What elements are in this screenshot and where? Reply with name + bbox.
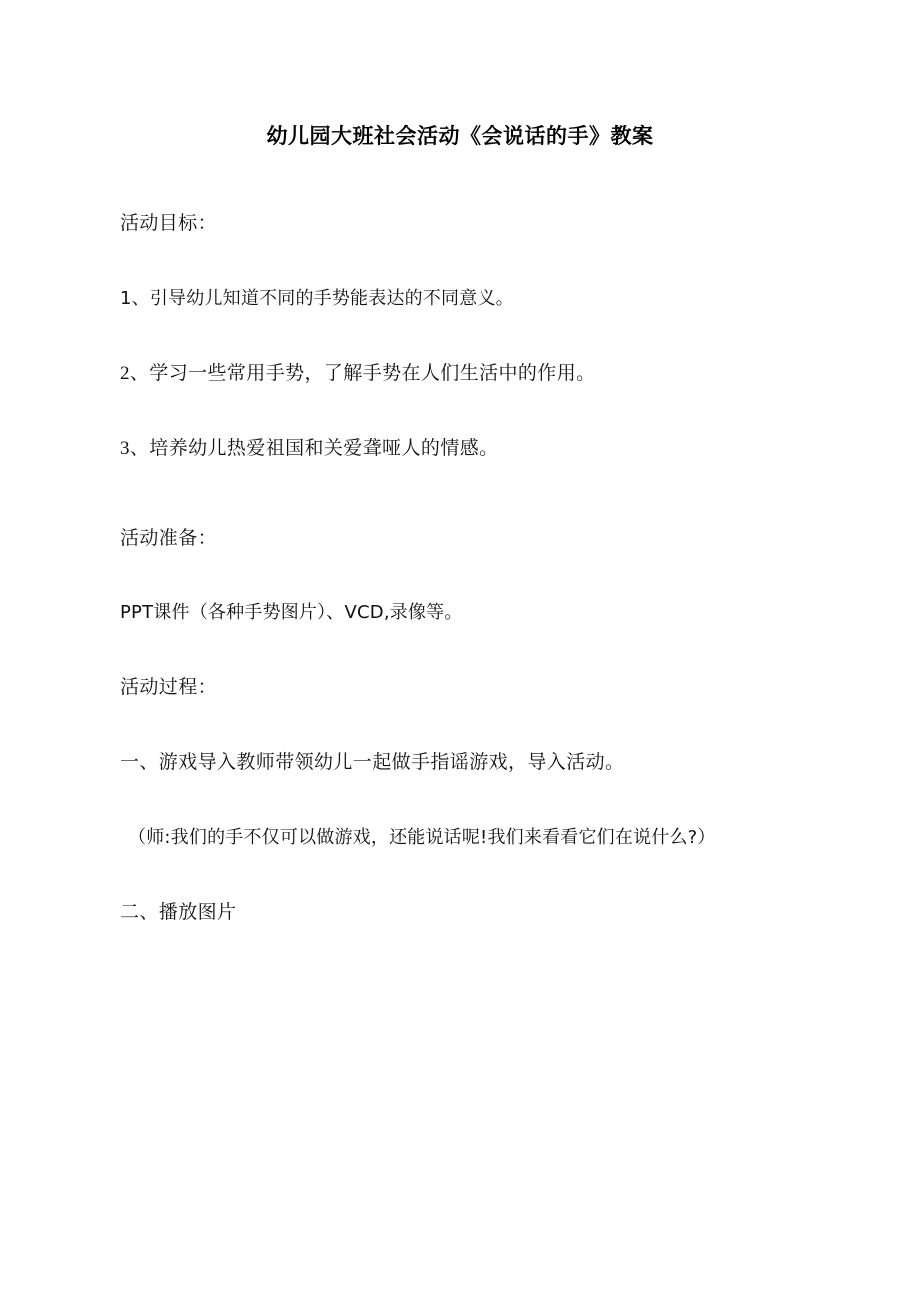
paragraph-goal-3: 3、培养幼儿热爱祖国和关爱聋哑人的情感。 xyxy=(120,438,499,460)
paragraph-step-2: 二、播放图片 xyxy=(120,901,237,923)
paragraph-goal-2: 2、学习一些常用手势，了解手势在人们生活中的作用。 xyxy=(120,362,596,384)
document-body xyxy=(120,209,800,927)
paragraph-step-1: 一、游戏导入教师带领幼儿一起做手指谣游戏，导入活动。 xyxy=(120,752,625,774)
paragraph-prep-content: PPT课件（各种手势图片）、VCD,录像等。 xyxy=(120,602,463,624)
paragraph-prep-heading: 活动准备： xyxy=(120,527,218,549)
paragraph-goals-heading: 活动目标： xyxy=(120,213,218,235)
paragraph-step-1-note: （师:我们的手不仅可以做游戏，还能说话呢!我们来看看它们在说什么?） xyxy=(128,826,716,848)
paragraph-process-heading: 活动过程： xyxy=(120,676,218,698)
page-title: 幼儿园大班社会活动《会说话的手》教案 xyxy=(266,124,654,148)
paragraph-goal-1: 1、引导幼儿知道不同的手势能表达的不同意义。 xyxy=(120,287,514,309)
